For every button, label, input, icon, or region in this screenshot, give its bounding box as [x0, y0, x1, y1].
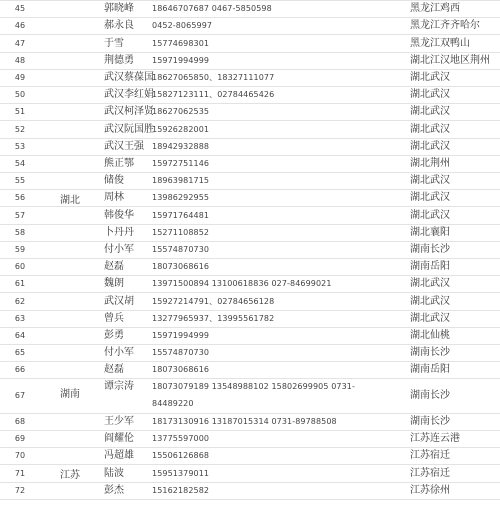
row-number: 72	[14, 485, 26, 495]
row-divider	[0, 499, 500, 500]
contact-name: 阎耀伦	[104, 433, 134, 445]
contact-name: 陆波	[104, 467, 124, 479]
row-divider	[0, 17, 500, 18]
contact-location: 湖南岳阳	[410, 261, 450, 273]
contact-location: 湖北武汉	[410, 71, 450, 83]
contact-phone: 18073068616	[152, 262, 210, 272]
row-number: 49	[14, 72, 26, 82]
row-number: 70	[14, 451, 26, 461]
contact-phone: 13277965937、13995561782	[152, 313, 275, 323]
row-number: 45	[14, 4, 26, 14]
contact-location: 黑龙江鸡西	[410, 3, 460, 15]
contact-phone: 15271108852	[152, 227, 210, 237]
contact-location: 湖北武汉	[410, 312, 450, 324]
contact-location: 湖北武汉	[410, 89, 450, 101]
contact-phone: 18173130916 13187015314 0731-89788508	[152, 416, 337, 426]
contact-location: 湖北武汉	[410, 295, 450, 307]
contact-phone: 18627065850、18327111077	[152, 72, 275, 82]
contact-phone: 18963981715	[152, 176, 210, 186]
contact-name: 武汉阮国胜	[104, 123, 154, 135]
contact-location: 江苏徐州	[410, 484, 450, 496]
row-number: 60	[14, 262, 26, 272]
contact-location: 湖北武汉	[410, 175, 450, 187]
row-divider	[0, 69, 500, 70]
contact-phone: 18942932888	[152, 141, 210, 151]
row-divider	[0, 86, 500, 87]
contact-phone: 15574870730	[152, 348, 210, 358]
contact-phone: 13986292955	[152, 193, 210, 203]
contact-name: 付小军	[104, 243, 134, 255]
contact-name: 韩俊华	[104, 209, 134, 221]
contact-name: 彭勇	[104, 329, 124, 341]
contact-phone: 15971764481	[152, 210, 210, 220]
row-divider	[0, 361, 500, 362]
contact-name: 郝永良	[104, 20, 134, 32]
contact-name: 曾兵	[104, 312, 124, 324]
row-number: 58	[14, 227, 26, 237]
contact-location: 湖北武汉	[410, 106, 450, 118]
contact-phone: 15971994999	[152, 55, 210, 65]
row-divider	[0, 224, 500, 225]
row-number: 54	[14, 158, 26, 168]
contact-phone: 13971500894 13100618836 027-84699021	[152, 279, 332, 289]
contact-phone: 15162182582	[152, 485, 210, 495]
contact-phone-continued: 84489220	[152, 399, 194, 409]
row-number: 53	[14, 141, 26, 151]
contact-name: 周林	[104, 192, 124, 204]
contact-name: 卜丹丹	[104, 226, 134, 238]
contact-name: 赵磊	[104, 261, 124, 273]
row-divider	[0, 327, 500, 328]
row-divider	[0, 344, 500, 345]
contact-location: 湖北武汉	[410, 140, 450, 152]
contact-location: 湖南长沙	[410, 243, 450, 255]
row-divider	[0, 0, 500, 1]
row-number: 55	[14, 176, 26, 186]
contact-phone: 15774698301	[152, 38, 210, 48]
contact-phone: 18627062535	[152, 107, 210, 117]
contact-phone: 15951379011	[152, 468, 210, 478]
contact-name: 于雪	[104, 37, 124, 49]
contact-name: 谭宗涛	[104, 381, 134, 393]
row-number: 56	[14, 193, 26, 203]
contact-phone: 15971994999	[152, 330, 210, 340]
contact-location: 湖南长沙	[410, 415, 450, 427]
contact-location: 湖南长沙	[410, 390, 450, 402]
row-divider	[0, 292, 500, 293]
province-label-jiangsu: 江苏	[60, 470, 80, 481]
row-divider	[0, 275, 500, 276]
row-divider	[0, 34, 500, 35]
row-divider	[0, 138, 500, 139]
contact-location: 湖北江汉地区荆州	[410, 54, 490, 66]
row-divider	[0, 258, 500, 259]
contact-phone: 18646707687 0467-5850598	[152, 4, 272, 14]
row-number: 66	[14, 365, 26, 375]
row-number: 68	[14, 416, 26, 426]
contact-location: 湖南岳阳	[410, 364, 450, 376]
row-number: 51	[14, 107, 26, 117]
row-number: 48	[14, 55, 26, 65]
contact-location: 江苏连云港	[410, 433, 460, 445]
row-divider	[0, 378, 500, 379]
contact-name: 武汉蔡葆国	[104, 71, 154, 83]
contact-name: 彭杰	[104, 484, 124, 496]
row-number: 52	[14, 124, 26, 134]
row-divider	[0, 464, 500, 465]
row-number: 50	[14, 90, 26, 100]
row-divider	[0, 52, 500, 53]
row-number: 65	[14, 348, 26, 358]
contact-name: 魏朗	[104, 278, 124, 290]
contact-name: 荆德勇	[104, 54, 134, 66]
row-divider	[0, 430, 500, 431]
contact-location: 黑龙江双鸭山	[410, 37, 470, 49]
row-divider	[0, 206, 500, 207]
contact-phone: 18073068616	[152, 365, 210, 375]
row-divider	[0, 189, 500, 190]
contact-location: 湖北武汉	[410, 192, 450, 204]
row-number: 64	[14, 330, 26, 340]
row-divider	[0, 120, 500, 121]
contact-phone: 15926282001	[152, 124, 210, 134]
contact-name: 王少军	[104, 415, 134, 427]
contact-phone: 15506126868	[152, 451, 210, 461]
contact-name: 武汉胡	[104, 295, 134, 307]
contact-location: 湖南长沙	[410, 347, 450, 359]
contact-location: 黑龙江齐齐哈尔	[410, 20, 480, 32]
row-divider	[0, 103, 500, 104]
contact-location: 湖北武汉	[410, 278, 450, 290]
row-number: 62	[14, 296, 26, 306]
contact-phone: 0452-8065997	[152, 21, 213, 31]
row-divider	[0, 172, 500, 173]
row-divider	[0, 413, 500, 414]
contact-location: 湖北荆州	[410, 157, 450, 169]
row-divider	[0, 241, 500, 242]
contact-name: 付小军	[104, 347, 134, 359]
contact-phone: 15972751146	[152, 158, 210, 168]
contact-location: 江苏宿迁	[410, 450, 450, 462]
row-divider	[0, 310, 500, 311]
row-number: 63	[14, 313, 26, 323]
row-divider	[0, 155, 500, 156]
contact-name: 武汉柯泽贤	[104, 106, 154, 118]
row-number: 57	[14, 210, 26, 220]
contact-name: 冯超雄	[104, 450, 134, 462]
row-number: 61	[14, 279, 26, 289]
contact-phone: 15827123111、02784465426	[152, 90, 275, 100]
province-label-hubei: 湖北	[60, 195, 80, 206]
contact-location: 江苏宿迁	[410, 467, 450, 479]
row-number: 69	[14, 434, 26, 444]
contact-location: 湖北仙桃	[410, 329, 450, 341]
row-number: 47	[14, 38, 26, 48]
row-number: 46	[14, 21, 26, 31]
contact-phone: 13775597000	[152, 434, 210, 444]
contact-location: 湖北襄阳	[410, 226, 450, 238]
row-divider	[0, 447, 500, 448]
contact-name: 熊正鄂	[104, 157, 134, 169]
contact-location: 湖北武汉	[410, 209, 450, 221]
province-label-hunan: 湖南	[60, 389, 80, 400]
row-number: 71	[14, 468, 26, 478]
row-number: 59	[14, 244, 26, 254]
contact-name: 郭晓峰	[104, 3, 134, 15]
contact-name: 武汉李红娟	[104, 89, 154, 101]
contact-phone: 15927214791、02784656128	[152, 296, 275, 306]
contact-name: 储俊	[104, 175, 124, 187]
row-divider	[0, 482, 500, 483]
row-number: 67	[14, 391, 26, 401]
contact-phone: 18073079189 13548988102 15802699905 0731-	[152, 382, 355, 392]
contact-name: 赵磊	[104, 364, 124, 376]
contact-name: 武汉王强	[104, 140, 144, 152]
contact-location: 湖北武汉	[410, 123, 450, 135]
contact-phone: 15574870730	[152, 244, 210, 254]
